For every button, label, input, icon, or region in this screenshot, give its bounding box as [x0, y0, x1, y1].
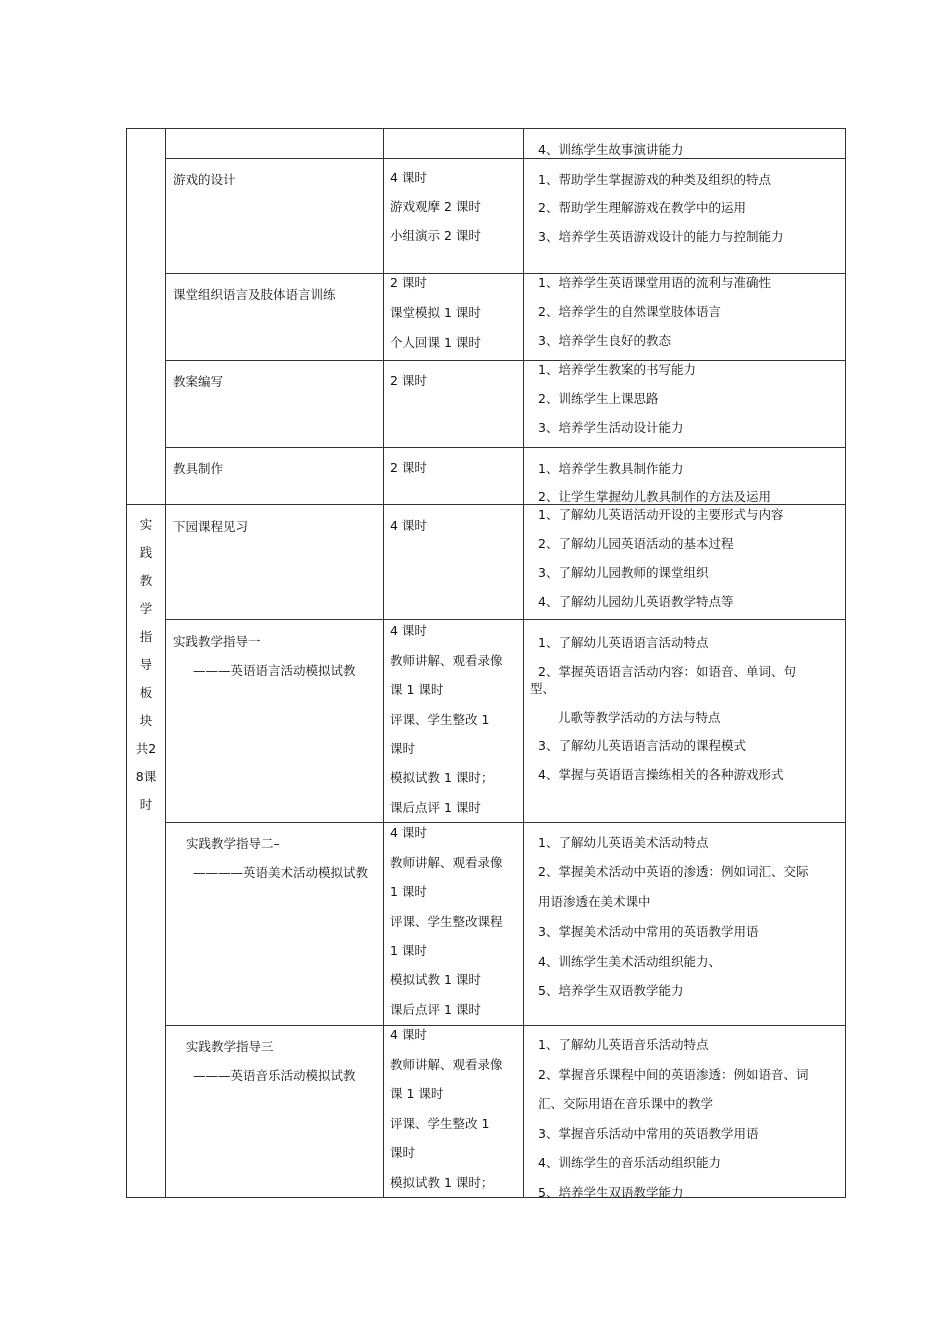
- column-divider-3: [523, 128, 524, 1198]
- goal-text: 1、培养学生教案的书写能力: [538, 362, 696, 377]
- goal-text: 2、掌握美术活动中英语的渗透：例如词汇、交际: [538, 864, 809, 879]
- row-divider: [165, 273, 846, 274]
- block-label-char: 共2: [135, 741, 157, 756]
- goal-text: 型、: [530, 681, 556, 696]
- hours-text: 4 课时: [390, 518, 427, 533]
- hours-text: 教师讲解、观看录像: [390, 653, 503, 668]
- hours-text: 4 课时: [390, 1027, 427, 1042]
- goal-text: 2、掌握英语语言活动内容：如语音、单词、句: [538, 664, 796, 679]
- goal-text: 2、了解幼儿园英语活动的基本过程: [538, 536, 734, 551]
- hours-text: 4 课时: [390, 623, 427, 638]
- table-border-right: [845, 128, 846, 1198]
- goal-text: 4、训练学生的音乐活动组织能力: [538, 1155, 721, 1170]
- hours-text: 2 课时: [390, 275, 427, 290]
- block-label-char: 教: [139, 573, 153, 588]
- goal-text: 3、了解幼儿英语语言活动的课程模式: [538, 738, 746, 753]
- goal-text: 5、培养学生双语教学能力: [538, 983, 684, 998]
- goal-text: 1、了解幼儿英语美术活动特点: [538, 835, 709, 850]
- goal-text: 2、帮助学生理解游戏在教学中的运用: [538, 200, 746, 215]
- hours-text: 课时: [390, 741, 416, 756]
- hours-text: 1 课时: [390, 884, 427, 899]
- block-label: [126, 511, 166, 819]
- topic-subtitle: ———英语语言活动模拟试教: [193, 663, 356, 678]
- hours-text: 课 1 课时: [390, 1086, 444, 1101]
- topic-subtitle: ————英语美术活动模拟试教: [193, 865, 369, 880]
- goal-text: 儿歌等教学活动的方法与特点: [558, 710, 721, 725]
- hours-text: 模拟试教 1 课时；: [390, 1175, 494, 1190]
- block-label-char: 时: [139, 797, 153, 812]
- goal-text: 3、掌握音乐活动中常用的英语教学用语: [538, 1126, 759, 1141]
- block-label-char: 8课: [135, 769, 157, 784]
- goal-text: 1、帮助学生掌握游戏的种类及组织的特点: [538, 172, 771, 187]
- goal-text: 1、了解幼儿英语音乐活动特点: [538, 1037, 709, 1052]
- table-border-top: [126, 128, 846, 129]
- hours-text: 评课、学生整改 1: [390, 712, 490, 727]
- topic-text: 实践教学指导二–: [186, 836, 280, 851]
- goal-text: 3、掌握美术活动中常用的英语教学用语: [538, 924, 759, 939]
- goal-text: 1、培养学生教具制作能力: [538, 461, 684, 476]
- row-divider: [165, 822, 846, 823]
- row-divider: [165, 1025, 846, 1026]
- hours-text: 教师讲解、观看录像: [390, 855, 503, 870]
- block-label-char: 学: [139, 601, 153, 616]
- hours-text: 模拟试教 1 课时: [390, 972, 481, 987]
- goal-text: 2、掌握音乐课程中间的英语渗透：例如语音、词: [538, 1067, 809, 1082]
- topic-text: 教具制作: [173, 461, 224, 476]
- goal-text: 1、培养学生英语课堂用语的流利与准确性: [538, 275, 771, 290]
- row-divider: [165, 158, 846, 159]
- block-label-char: 板: [139, 685, 153, 700]
- hours-text: 2 课时: [390, 373, 427, 388]
- hours-text: 个人回课 1 课时: [390, 335, 481, 350]
- hours-text: 评课、学生整改 1: [390, 1116, 490, 1131]
- table-border-bottom: [126, 1197, 846, 1198]
- hours-text: 游戏观摩 2 课时: [390, 199, 481, 214]
- goal-text: 2、培养学生的自然课堂肢体语言: [538, 304, 721, 319]
- block-label-char: 导: [139, 657, 153, 672]
- hours-text: 小组演示 2 课时: [390, 228, 481, 243]
- goal-text: 2、让学生掌握幼儿教具制作的方法及运用: [538, 489, 771, 504]
- hours-text: 课后点评 1 课时: [390, 1002, 481, 1017]
- hours-text: 教师讲解、观看录像: [390, 1057, 503, 1072]
- block-label-char: 践: [139, 545, 153, 560]
- hours-text: 课时: [390, 1145, 416, 1160]
- hours-text: 4 课时: [390, 170, 427, 185]
- goal-text: 用语渗透在美术课中: [538, 894, 651, 909]
- goal-text: 3、培养学生良好的教态: [538, 333, 671, 348]
- goal-text: 3、了解幼儿园教师的课堂组织: [538, 565, 709, 580]
- topic-text: 下园课程见习: [173, 519, 249, 534]
- goal-text: 3、培养学生英语游戏设计的能力与控制能力: [538, 229, 784, 244]
- hours-text: 课后点评 1 课时: [390, 800, 481, 815]
- row-divider: [165, 447, 846, 448]
- hours-text: 1 课时: [390, 943, 427, 958]
- row-divider: [165, 360, 846, 361]
- topic-text: 实践教学指导三: [186, 1039, 274, 1054]
- topic-text: 教案编写: [173, 374, 224, 389]
- topic-text: 课堂组织语言及肢体语言训练: [173, 287, 336, 302]
- goal-text: 5、培养学生双语教学能力: [538, 1185, 684, 1200]
- goal-text: 1、了解幼儿英语活动开设的主要形式与内容: [538, 507, 784, 522]
- hours-text: 课 1 课时: [390, 682, 444, 697]
- goal-text: 4、训练学生美术活动组织能力、: [538, 954, 721, 969]
- topic-subtitle: ———英语音乐活动模拟试教: [193, 1068, 356, 1083]
- goal-text: 汇、交际用语在音乐课中的教学: [538, 1096, 714, 1111]
- goal-text: 2、训练学生上课思路: [538, 391, 659, 406]
- hours-text: 模拟试教 1 课时；: [390, 770, 494, 785]
- block-label-char: 实: [139, 517, 153, 532]
- block-label-char: 指: [139, 629, 153, 644]
- hours-text: 2 课时: [390, 460, 427, 475]
- topic-text: 实践教学指导一: [173, 634, 261, 649]
- goal-text: 4、训练学生故事演讲能力: [538, 142, 684, 157]
- hours-text: 评课、学生整改课程: [390, 914, 503, 929]
- hours-text: 课堂模拟 1 课时: [390, 305, 481, 320]
- goal-text: 4、掌握与英语语言操练相关的各种游戏形式: [538, 767, 784, 782]
- goal-text: 4、了解幼儿园幼儿英语教学特点等: [538, 594, 734, 609]
- row-divider: [165, 619, 846, 620]
- block-label-char: 块: [139, 713, 153, 728]
- topic-text: 游戏的设计: [173, 172, 236, 187]
- curriculum-table: [126, 128, 846, 1198]
- hours-text: 4 课时: [390, 825, 427, 840]
- goal-text: 1、了解幼儿英语语言活动特点: [538, 635, 709, 650]
- goal-text: 3、培养学生活动设计能力: [538, 420, 684, 435]
- column-divider-2: [383, 128, 384, 1198]
